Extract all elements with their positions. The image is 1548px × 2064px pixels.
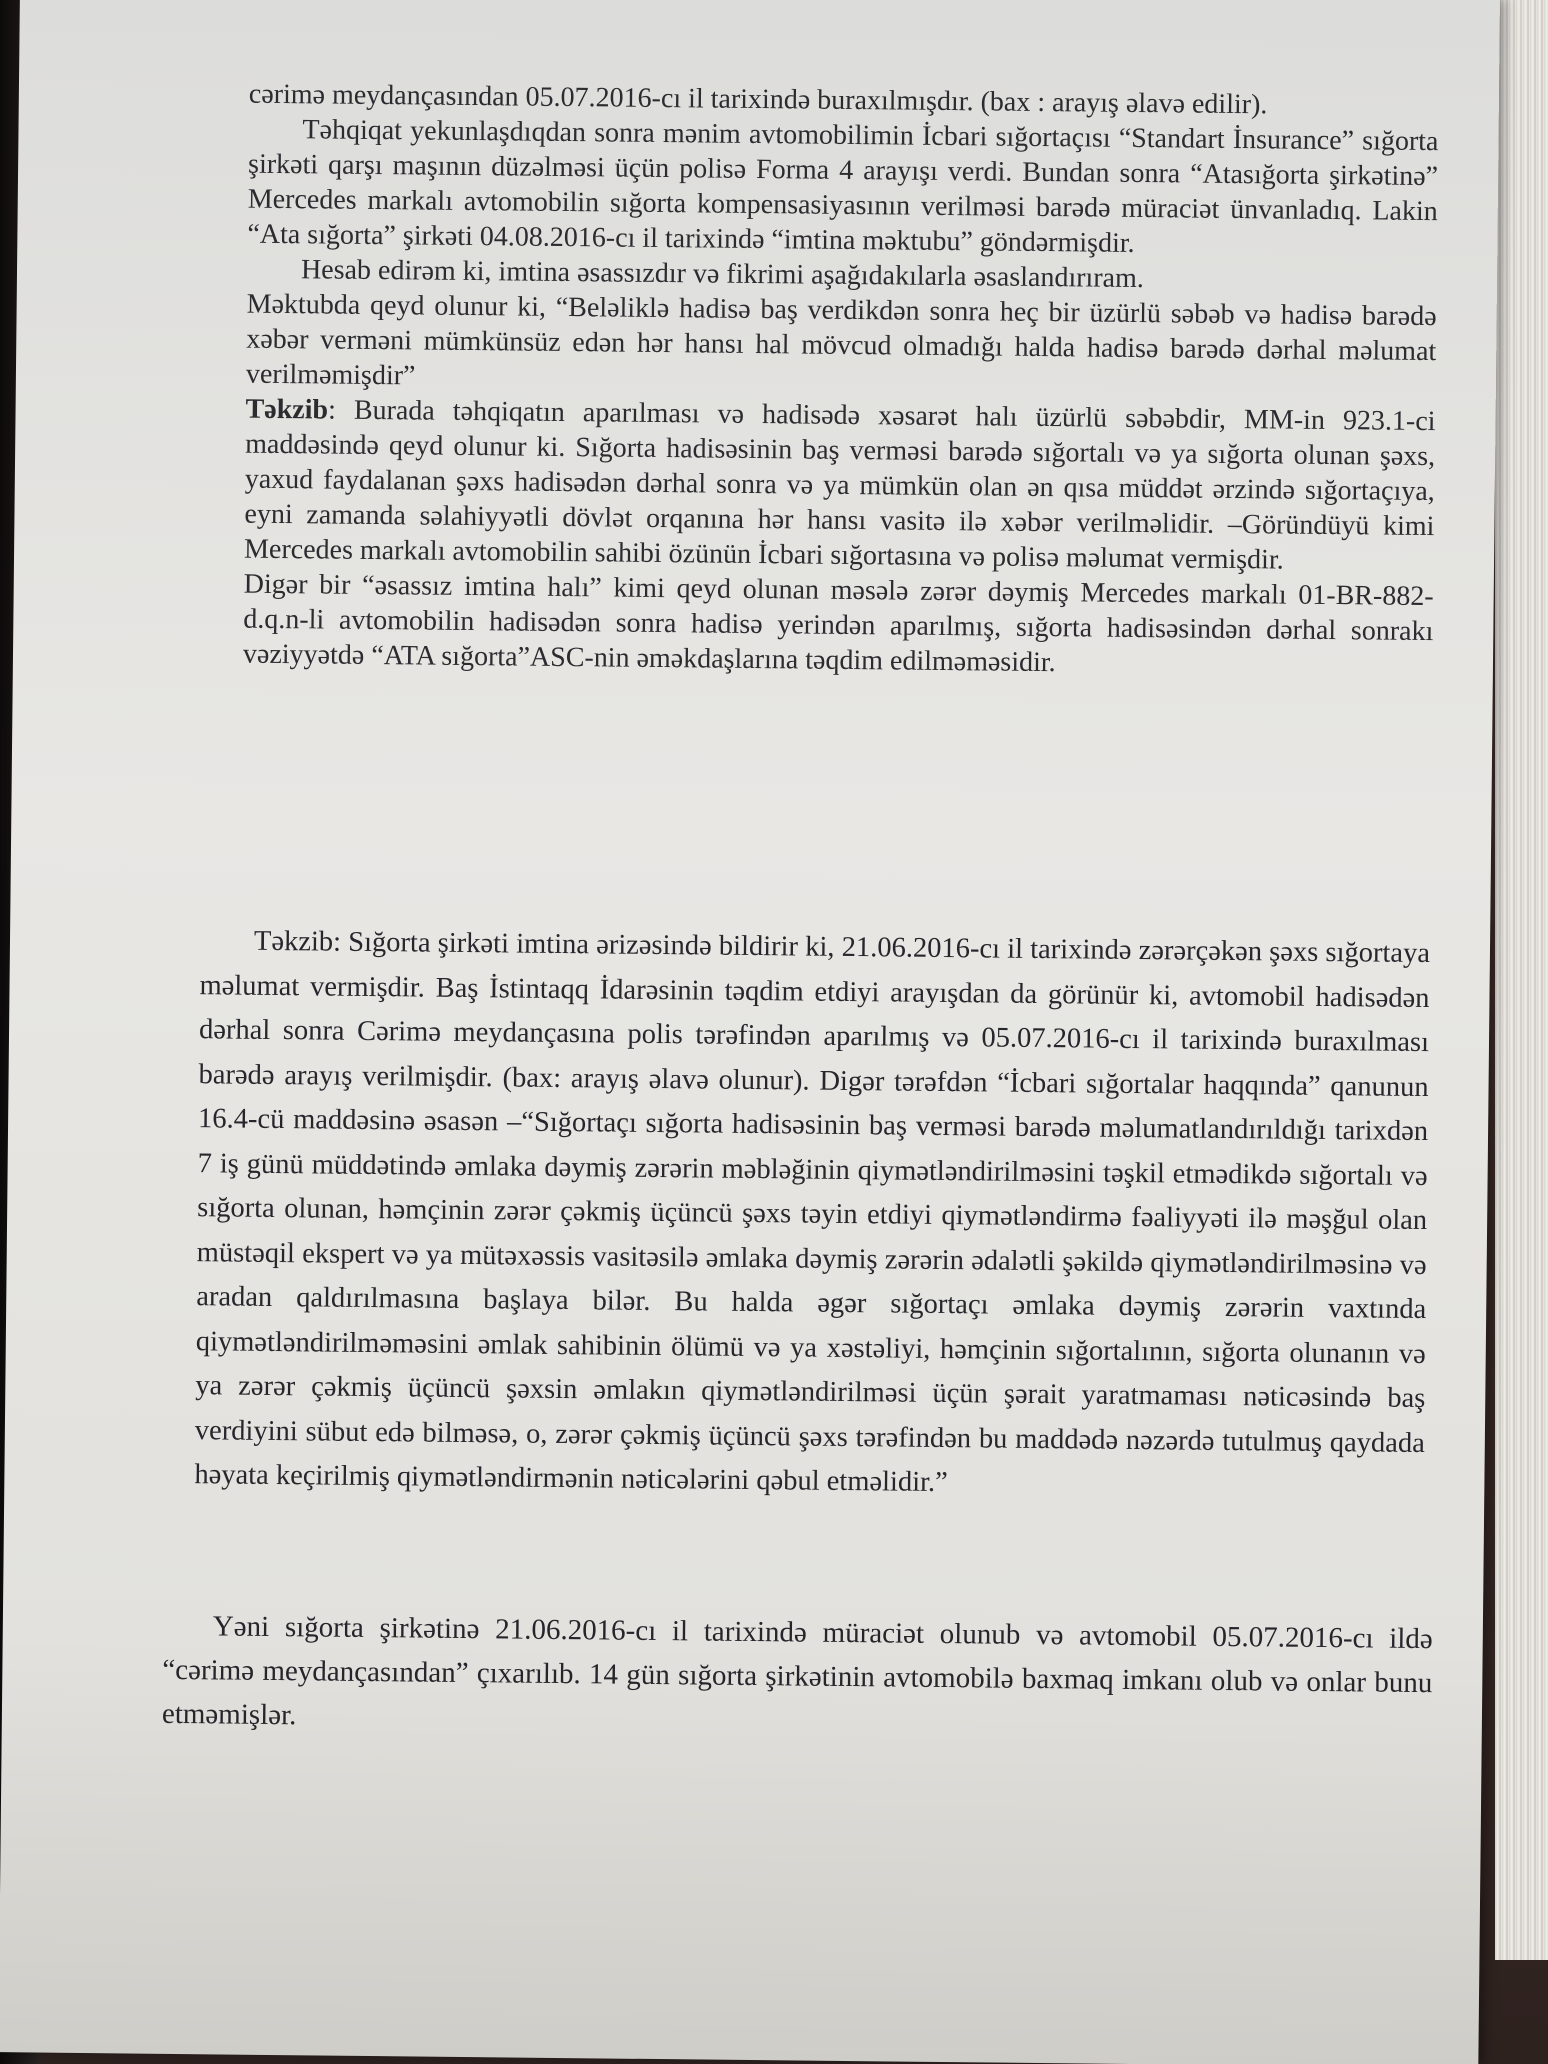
paragraph-7: Təkzib: Sığorta şirkəti imtina ərizəsində bildirir ki, 21.06.2016-cı il tarixində zərərçəkən şəxs sığortaya məlumat vermişdir. Baş İstintaqq İdarəsinin təqdim etdiyi arayışdan da görünür ki, avtomobil hadisədən dərhal sonra Cərimə meydançasına polis tərəfindən aparılmış və 05.07.2016-cı il tarixində buraxılması barədə arayış verilmişdir. (bax: arayış əlavə olunur). Digər tərəfdən “İcbari sığortalar haqqında” qanunun 16.4-cü maddəsinə əsasən –“Sığortaçı sığorta hadisəsinin baş verməsi barədə məlumatlandırıldığı tarixdən 7 iş günü müddətində əmlaka dəymiş zərərin məbləğinin qiymətləndirilməsini təşkil etmədikdə sığortalı və sığorta olunan, həmçinin zərər çəkmiş üçüncü şəxs təyin etdiyi qiymətləndirmə fəaliyyəti ilə məşğul olan müstəqil ekspert və ya mütəxəssis vasitəsilə əmlaka dəymiş zərərin ədalətli şəkildə qiymətləndirilməsinə və aradan qaldırılmasına başlaya bilər. Bu halda əgər sığortaçı əmlaka dəymiş zərərin vaxtında qiymətləndirilməməsini əmlak sahibinin ölümü və ya xəstəliyi, həmçinin sığortalının, sığorta olunanın və ya zərər çəkmiş üçüncü şəxsin əmlakın qiymətləndirilməsi üçün şərait yaratmaması nəticəsində baş verdiyini sübut edə bilməsə, o, zərər çəkmiş üçüncü şəxs tərəfindən bu maddədə nəzərdə tutulmuş qaydada həyata keçirilmiş qiymətləndirmənin nəticələrini qəbul etməlidir.” <box>194 925 1431 1499</box>
final-text-block <box>162 1604 1433 1749</box>
paragraph-3: Hesab edirəm ki, imtina əsassızdır və fikrimi aşağıdakılarla əsaslandırıram. <box>300 254 1145 295</box>
lower-text-block <box>194 919 1430 1510</box>
rebuttal-label: Təkzib <box>245 393 329 426</box>
paragraph-8: Yəni sığorta şirkətinə 21.06.2016-cı il tarixində müraciət olunub və avtomobil 05.07.2016-cı ildə “cərimə meydançasından” çıxarılıb. 14 gün sığorta şirkətinin avtomobilə baxmaq imkanı olub və onlar bunu etməmişlər. <box>161 1610 1433 1732</box>
paragraph-6: Digər bir “əsassız imtina halı” kimi qeyd olunan məsələ zərər dəymiş Mercedes markalı 01-BR-882-d.q.n-li avtomobilin hadisədən sonra hadisə yerindən aparılmış, sığorta hadisəsindən dərhal sonrakı vəziyyətdə “ATA sığorta”ASC-nin əməkdaşlarına təqdim edilməməsidir. <box>242 568 1434 679</box>
upper-text-block <box>243 77 1439 684</box>
page-stack-edges <box>1495 0 1548 1960</box>
paragraph-4: Məktubda qeyd olunur ki, “Beləliklə hadisə baş verdikdən sonra heç bir üzürlü səbəb və hadisə barədə xəbər verməni mümkünsüz edən hər hansı hal mövcud olmadığı halda hadisə barədə dərhal məlumat verilməmişdir” <box>245 288 1437 392</box>
paragraph-5 <box>244 392 1436 579</box>
paragraph-5-text: : Burada təhqiqatın aparılması və hadisədə xəsarət halı üzürlü səbəbdir, MM-in 923.1-ci maddəsində qeyd olunur ki. Sığorta hadisəsinin baş verməsi barədə sığortalı və ya sığorta olunan şəxs, yaxud faydalanan şəxs hadisədən dərhal sonra və ya mümkün olan ən qısa müddət ərzində sığortaçıya, eyni zamanda səlahiyyətli dövlət orqanına hər hansı vasitə ilə xəbər verilməlidir. –Göründüyü kimi Mercedes markalı avtomobilin sahibi özünün İcbari sığortasına və polisə məlumat vermişdir. <box>243 394 1436 576</box>
paragraph-1: cərimə meydançasından 05.07.2016-cı il tarixində buraxılmışdır. (bax : arayış əlavə edilir). <box>248 78 1268 121</box>
paragraph-2: Təhqiqat yekunlaşdıqdan sonra mənim avtomobilimin İcbari sığortaçısı “Standart İnsurance” sığorta şirkəti qarşı maşının düzəlməsi üçün polisə Forma 4 arayışı verdi. Bundan sonra “Atasığorta şirkətinə” Mercedes markalı avtomobilin sığorta kompensasiyasının verilməsi barədə müraciət ünvanladıq. Lakin “Ata sığorta” şirkəti 04.08.2016-cı il tarixində “imtina məktubu” göndərmişdir. <box>247 114 1439 259</box>
